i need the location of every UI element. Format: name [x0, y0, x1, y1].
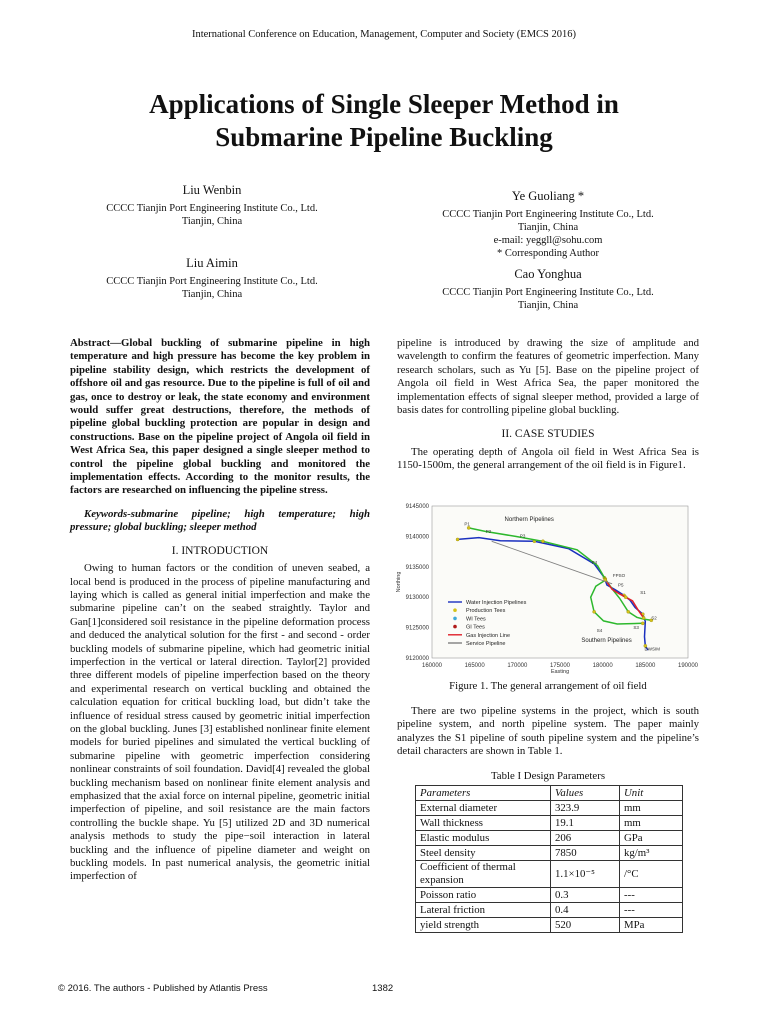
- table-cell: mm: [620, 816, 683, 831]
- table-header-cell: Values: [551, 786, 620, 801]
- data-point: [624, 596, 627, 599]
- data-point: [541, 540, 544, 543]
- y-tick-label: 9145000: [405, 504, 429, 510]
- table-row: [416, 888, 683, 903]
- author-affiliation: CCCC Tianjin Port Engineering Institute Co., Ltd.: [106, 276, 318, 287]
- x-tick-label: 170000: [507, 663, 528, 669]
- table-cell: MPa: [620, 918, 683, 933]
- table-row: [416, 861, 683, 888]
- legend-marker: [453, 617, 457, 621]
- author-affiliation: CCCC Tianjin Port Engineering Institute Co., Ltd.: [442, 209, 654, 220]
- x-tick-label: 190000: [677, 663, 699, 669]
- legend-label: Production Tees: [466, 608, 506, 615]
- table-cell: Lateral friction: [416, 903, 551, 918]
- x-tick-label: 175000: [549, 663, 571, 669]
- footer-copyright: © 2016. The authors - Published by Atlantis Press: [58, 983, 268, 994]
- figure-caption: Figure 1. The general arrangement of oil field: [449, 680, 647, 692]
- chart-annotation: P1: [464, 521, 470, 527]
- table-cell: 19.1: [551, 816, 620, 831]
- author-block-1: [62, 183, 362, 228]
- legend-label: Water Injection Pipelines: [466, 600, 527, 606]
- x-tick-label: 185000: [635, 663, 656, 669]
- design-parameters-table: [415, 785, 683, 933]
- oil-field-arrangement-chart: [388, 500, 708, 680]
- table-cell: GPa: [620, 831, 683, 846]
- introduction-text: Owing to human factors or the condition of uneven seabed, a local bend is produced in the process of pipeline manufacturing and laying which is called as general initial imperfection and make the submarine pipeline can’t on the seabed straightly. Taylor and Gan[1]considered soil resistance in the pipeline deformation process and deduced the analytical solution for the first - and second - order buckling models of submarine pipeline, which had geometric initial imperfection in the vertical or lateral direction. Taylor[2] provided three different models of pipeline imperfection based on the theory and experimental research on vertical buckling and obtained the calculation equation for critical buckling load, but didn’t take the influence of residual stress caused by geometric initial imperfection on the global buckling. Junes [3] established nonlinear finite element models for buried pipelines and simulated the vertical buckling of submarine pipeline with geometric imperfection considering nonlinear constraints of soil foundation. David[4] revealed the global buckling mechanism based on nonlinear finite element analysis and emphasized that the axial force on internal pipeline, geometric initial imperfection of pipeline, and soil resistance are the main factors controlling the buckle shape. Yu [5] utilized 2D and 3D numerical analysis methods to study the pipe−soil interaction in lateral buckling and the influence of pipeline diameter and weight on buckling models. In past numerical analysis, the geometric initial imperfection of: [70, 562, 370, 883]
- table-row: [416, 816, 683, 831]
- y-axis-label: Northing: [396, 571, 402, 593]
- data-point: [456, 538, 459, 541]
- y-tick-label: 9120000: [405, 656, 429, 662]
- chart-annotation: FPSO: [612, 573, 626, 579]
- table-cell: yield strength: [416, 918, 551, 933]
- page-number: 1382: [372, 983, 394, 994]
- table-cell: Coefficient of thermal expansion: [416, 861, 551, 888]
- chart-annotation: Northern Pipelines: [504, 517, 554, 524]
- chart-annotation: P4: [591, 559, 598, 565]
- chart-annotation: DWSIM: [644, 646, 660, 652]
- continued-text: pipeline is introduced by drawing the size of amplitude and wavelength to confirm the features of geometric imperfection. Many research scholars, such as Yu [5]. Base on the pipeline project of Angola oil field in West Africa Sea, the paper monitored the implementation effects of signal sleeper method, provided a large of basis dates for controlling pipeline global buckling.: [397, 337, 699, 417]
- y-tick-label: 9130000: [405, 595, 429, 602]
- chart-annotation: S2: [651, 615, 657, 621]
- pipeline-systems-text: There are two pipeline systems in the project, which is south pipeline system, and north pipeline system. The paper mainly analyzes the S1 pipeline of south pipeline system and the pipeline’s detail characters are shown in Table 1.: [397, 705, 699, 758]
- left-column: [70, 337, 370, 884]
- conference-header: International Conference on Education, Management, Computer and Society (EMCS 2016): [191, 29, 577, 40]
- table-cell: 206: [551, 831, 620, 846]
- chart-annotation: Southern Pipelines: [581, 638, 632, 645]
- data-point: [467, 526, 470, 529]
- chart-annotation: S1: [640, 590, 646, 596]
- author-affiliation: CCCC Tianjin Port Engineering Institute Co., Ltd.: [106, 203, 318, 214]
- table-cell: Wall thickness: [416, 816, 551, 831]
- data-point: [641, 622, 644, 625]
- table-header-cell: Parameters: [416, 786, 551, 801]
- table-cell: kg/m³: [620, 846, 683, 861]
- author-block-2: [62, 256, 362, 301]
- table-cell: 0.3: [551, 888, 620, 903]
- author-block-4: [398, 267, 698, 312]
- right-column-bottom: [397, 705, 699, 759]
- table-header-cell: Unit: [620, 786, 683, 801]
- chart-annotation: P2: [485, 528, 492, 534]
- legend-marker: [453, 608, 457, 612]
- section-heading-introduction: I. INTRODUCTION: [171, 544, 269, 557]
- legend-marker: [453, 625, 457, 629]
- table-cell: /°C: [620, 861, 683, 888]
- table-row: [416, 831, 683, 846]
- y-tick-label: 9125000: [405, 625, 429, 632]
- x-tick-label: 180000: [592, 663, 613, 669]
- table-cell: ---: [620, 903, 683, 918]
- chart-annotation: P5: [618, 582, 624, 588]
- x-axis-label: Easting: [550, 669, 570, 675]
- corresponding-note: * Corresponding Author: [496, 248, 600, 259]
- author-block-3: [398, 189, 698, 260]
- table-cell: Poisson ratio: [416, 888, 551, 903]
- table-cell: mm: [620, 801, 683, 816]
- section-heading-case-studies: II. CASE STUDIES: [501, 428, 595, 441]
- keywords: Keywords-submarine pipeline; high temperature; high pressure; global buckling; sleeper method: [70, 507, 370, 534]
- author-location: Tianjin, China: [517, 222, 579, 233]
- author-location: Tianjin, China: [181, 216, 243, 227]
- case-studies-text: The operating depth of Angola oil field in West Africa Sea is 1150-1500m, the general arrangement of the oil field is in Figure1.: [397, 445, 699, 472]
- chart-annotation: S3: [633, 624, 639, 630]
- table-row: [416, 903, 683, 918]
- table-cell: 323.9: [551, 801, 620, 816]
- title-line-2: Submarine Pipeline Buckling: [215, 122, 553, 152]
- legend-label: Gas Injection Line: [466, 632, 511, 639]
- table-row: [416, 918, 683, 933]
- table-caption: Table I Design Parameters: [490, 770, 606, 782]
- author-location: Tianjin, China: [517, 300, 579, 311]
- author-location: Tianjin, China: [181, 289, 243, 300]
- table-cell: External diameter: [416, 801, 551, 816]
- table-cell: 520: [551, 918, 620, 933]
- paper-title: [60, 88, 708, 154]
- x-tick-label: 160000: [421, 663, 443, 669]
- author-email[interactable]: e-mail: yeggll@sohu.com: [493, 235, 603, 246]
- y-tick-label: 9140000: [405, 534, 429, 541]
- author-name: Cao Yonghua: [514, 267, 582, 281]
- author-name: Liu Aimin: [186, 256, 238, 270]
- table-cell: 7850: [551, 846, 620, 861]
- x-tick-label: 165000: [464, 663, 485, 669]
- table-cell: Steel density: [416, 846, 551, 861]
- table-cell: 0.4: [551, 903, 620, 918]
- right-column-top: [397, 337, 699, 473]
- table-row: [416, 801, 683, 816]
- chart-annotation: S4: [596, 627, 603, 633]
- legend-label: Service Pipeline: [466, 641, 506, 647]
- y-tick-label: 9135000: [405, 564, 429, 571]
- legend-label: WI Tees: [466, 616, 486, 623]
- chart-annotation: P3: [519, 533, 526, 539]
- title-line-1: Applications of Single Sleeper Method in: [149, 89, 619, 119]
- table-row: [416, 846, 683, 861]
- author-affiliation: CCCC Tianjin Port Engineering Institute Co., Ltd.: [442, 287, 654, 298]
- table-cell: Elastic modulus: [416, 831, 551, 846]
- table-header-row: [416, 786, 683, 801]
- table-cell: 1.1×10⁻⁵: [551, 861, 620, 888]
- data-point: [593, 610, 596, 613]
- author-name: Liu Wenbin: [182, 183, 242, 197]
- data-point: [642, 616, 645, 619]
- abstract: Abstract—Global buckling of submarine pipeline in high temperature and high pressure has become the key problem in pipeline stability design, which restricts the development of offshore oil and gas resource. Due to the pipeline is full of oil and gas, once to destroy or leak, the state economy and environment would suffer great destructions, therefore, the methods of pipeline global buckling protection are popular in design and constructions. Base on the pipeline project of Angola oil field in West Africa Sea, this paper designed a single sleeper method to control the pipeline global buckling and monitored the implementation effects. According to the monitor results, the factors are researched on influencing the pipeline stress.: [70, 337, 370, 497]
- author-name: Ye Guoliang *: [511, 189, 585, 203]
- table-cell: ---: [620, 888, 683, 903]
- legend-label: GI Tees: [466, 624, 485, 631]
- data-point: [627, 610, 630, 613]
